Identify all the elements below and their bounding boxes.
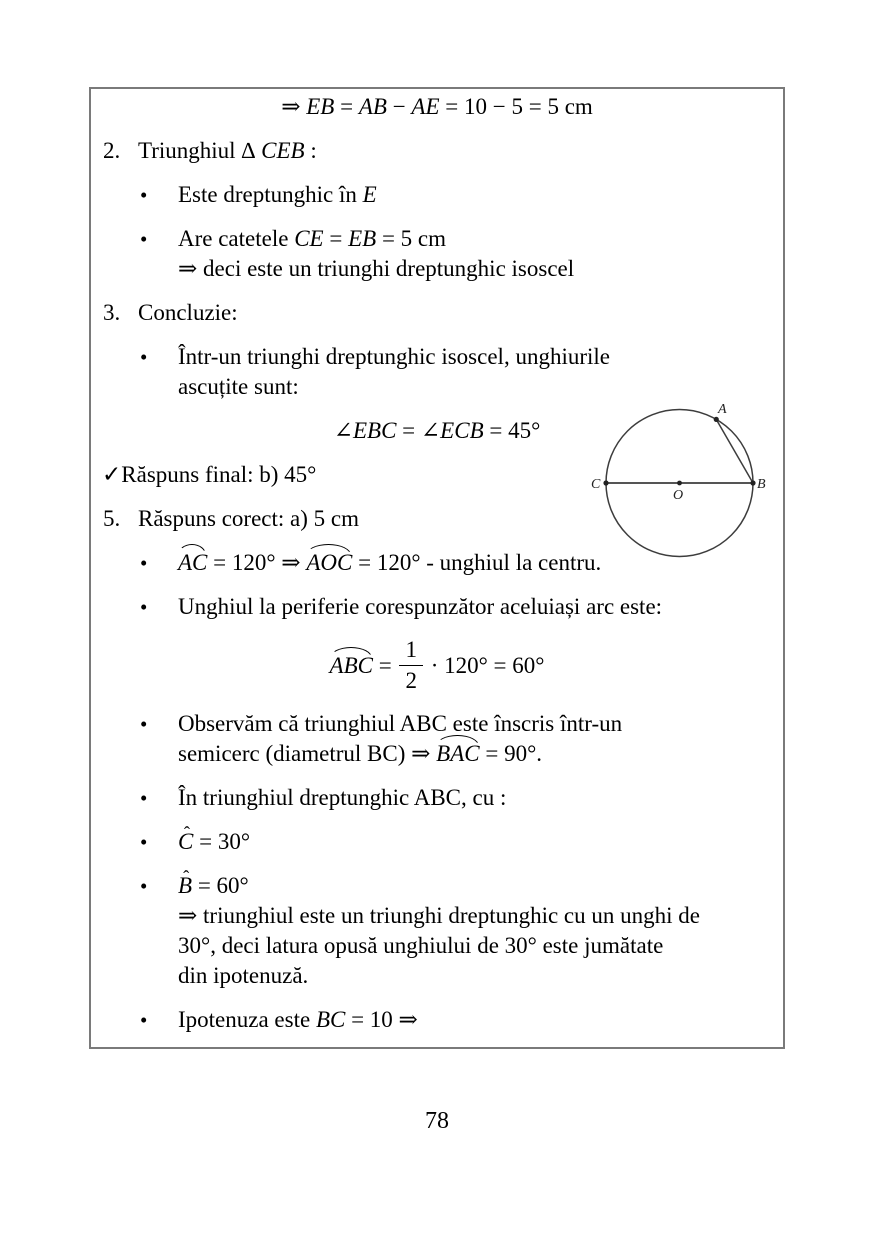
text-run: = 30° xyxy=(193,829,251,854)
math-var: CEB xyxy=(261,138,305,163)
text-run: = 120° ⇒ xyxy=(207,550,307,575)
text-run: Este dreptunghic în xyxy=(178,182,363,207)
bullet-icon: • xyxy=(140,551,148,575)
fraction xyxy=(399,636,423,695)
bullet-item xyxy=(91,783,783,813)
math-var: EB xyxy=(306,94,335,119)
bullet-item xyxy=(91,180,783,210)
math-var: E xyxy=(362,182,377,207)
text-run: = 10 − 5 = 5 cm xyxy=(439,94,593,119)
fraction-numerator: 1 xyxy=(399,636,423,666)
point-A-dot xyxy=(714,417,719,422)
text-run: semicerc (diametrul BC) ⇒ xyxy=(178,741,437,766)
text-run: Concluzie: xyxy=(138,300,238,325)
numbered-item xyxy=(91,298,783,328)
text-run: = xyxy=(334,94,359,119)
text-run: · 120° = 60° xyxy=(424,652,545,678)
item-text xyxy=(138,504,359,534)
text-run: = xyxy=(396,418,421,443)
bullet-text xyxy=(178,827,250,857)
bullet-item xyxy=(91,1005,783,1035)
text-run: Are catetele xyxy=(178,226,295,251)
text-run: − xyxy=(386,94,412,119)
text-line xyxy=(178,931,700,961)
item-number: 5. xyxy=(103,506,121,531)
text-line xyxy=(178,372,610,402)
bullet-icon: • xyxy=(140,1008,148,1032)
bullet-icon: • xyxy=(140,712,148,736)
text-run: = 45° xyxy=(483,418,541,443)
text-run: = 5 cm xyxy=(376,226,447,251)
hat-var: C ˆ xyxy=(178,827,193,857)
text-run: = xyxy=(323,226,349,251)
text-line xyxy=(178,961,700,991)
bullet-text xyxy=(178,783,506,813)
point-O-dot xyxy=(677,481,682,486)
label-C: C xyxy=(591,477,601,492)
bullet-text xyxy=(178,871,700,991)
math-var: BC xyxy=(315,1007,346,1032)
bullet-item xyxy=(91,342,783,402)
text-run: ascuțite sunt: xyxy=(178,374,299,399)
text-run: Ipotenuza este xyxy=(178,1007,316,1032)
numbered-item xyxy=(91,136,783,166)
math-var: EB xyxy=(348,226,377,251)
text-line xyxy=(178,901,700,931)
formula-line xyxy=(91,636,783,695)
text-line xyxy=(178,783,506,813)
math-var: ∠EBC xyxy=(333,418,397,443)
item-text xyxy=(138,136,317,166)
text-run: Triunghiul ∆ xyxy=(138,138,262,163)
text-line xyxy=(178,827,250,857)
bullet-icon: • xyxy=(140,183,148,207)
bullet-text xyxy=(178,592,662,622)
bullet-text xyxy=(178,548,601,578)
text-line xyxy=(178,254,574,284)
item-number: 2. xyxy=(103,138,121,163)
text-line xyxy=(178,871,700,901)
bullet-icon: • xyxy=(140,874,148,898)
text-run: Observăm că triunghiul ABC este înscris într-un xyxy=(178,711,623,736)
arc-over-var: BAC xyxy=(436,739,479,769)
text-line xyxy=(178,342,610,372)
chord-AB xyxy=(716,419,753,483)
text-line xyxy=(178,709,622,739)
bullet-item xyxy=(91,827,783,857)
text-run: = 120° - unghiul la centru. xyxy=(352,550,602,575)
item-number: 3. xyxy=(103,300,121,325)
text-run: : xyxy=(304,138,317,163)
math-var: ∠ECB xyxy=(420,418,484,443)
text-run: = 90°. xyxy=(479,741,543,766)
text-run: ⇒ triunghiul este un triunghi dreptunghic cu un unghi de xyxy=(178,903,700,928)
text-run: ✓Răspuns final: b) 45° xyxy=(102,462,317,487)
text-line xyxy=(178,739,622,769)
bullet-text xyxy=(178,709,622,769)
bullet-icon: • xyxy=(140,786,148,810)
point-B-dot xyxy=(750,480,755,485)
text-run: din ipotenuză. xyxy=(178,963,309,988)
bullet-icon: • xyxy=(140,227,148,251)
math-var: AE xyxy=(411,94,440,119)
label-B: B xyxy=(757,477,766,492)
point-C-dot xyxy=(603,480,608,485)
bullet-text xyxy=(178,180,377,210)
text-run: = 10 ⇒ xyxy=(345,1007,418,1032)
hat-var: B ˆ xyxy=(178,871,192,901)
label-A: A xyxy=(718,402,727,417)
text-run: Unghiul la periferie corespunzător aceluiași arc este: xyxy=(178,594,663,619)
bullet-item xyxy=(91,224,783,284)
math-var: CE xyxy=(294,226,324,251)
text-run: ⇒ xyxy=(281,94,307,119)
bullet-icon: • xyxy=(140,830,148,854)
text-line xyxy=(178,224,574,254)
item-text xyxy=(138,298,238,328)
bullet-item xyxy=(91,871,783,991)
text-run: 30°, deci latura opusă unghiului de 30° este jumătate xyxy=(178,933,664,958)
text-run: = 60° xyxy=(192,873,249,898)
arc-over-var: AC xyxy=(178,548,207,578)
label-O: O xyxy=(673,488,684,503)
bullet-icon: • xyxy=(140,595,148,619)
text-run: În triunghiul dreptunghic ABC, cu : xyxy=(178,785,507,810)
text-line xyxy=(178,592,662,622)
arc-over-var: AOC xyxy=(306,548,352,578)
text-run: ⇒ deci este un triunghi dreptunghic isoscel xyxy=(178,256,575,281)
circle-diagram xyxy=(588,398,774,574)
text-line xyxy=(178,548,601,578)
math-var: AB xyxy=(358,94,387,119)
bullet-text xyxy=(178,224,574,284)
text-run: Răspuns corect: a) 5 cm xyxy=(138,506,359,531)
bullet-text xyxy=(178,342,610,402)
fraction-denominator: 2 xyxy=(405,668,417,693)
bullet-text xyxy=(178,1005,418,1035)
bullet-icon: • xyxy=(140,345,148,369)
text-line xyxy=(178,1005,418,1035)
bullet-item xyxy=(91,709,783,769)
bullet-item xyxy=(91,592,783,622)
text-run: = xyxy=(372,652,398,678)
page-number: 78 xyxy=(425,1108,449,1134)
text-run: Într-un triunghi dreptunghic isoscel, unghiurile xyxy=(178,344,610,369)
text-line xyxy=(178,180,377,210)
formula-line xyxy=(91,92,783,122)
arc-over-var: ABC xyxy=(330,651,373,681)
